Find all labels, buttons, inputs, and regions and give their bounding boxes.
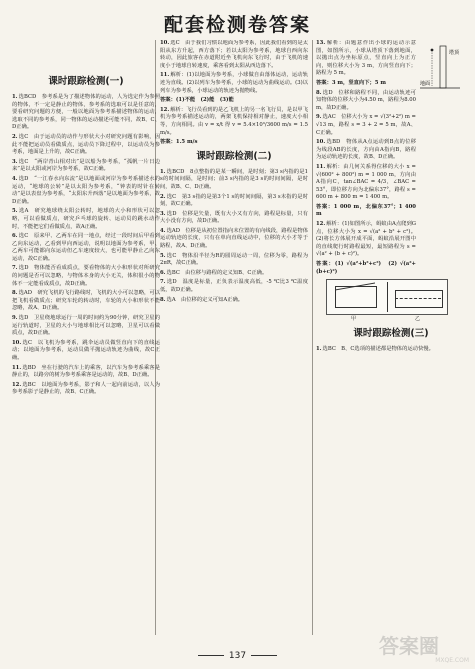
- item-text: 选C 由于运动员的动作与形状大小对研究问题有影响，因此不能把运动员看做质点，运动员下降过程中，以运动员为参考系，地面是上升的，故C正确。: [12, 133, 160, 156]
- item-number: 12.: [316, 221, 326, 228]
- answer-item: [160, 270, 308, 278]
- item-number: 3.: [160, 210, 166, 217]
- item-number: 8.: [12, 290, 18, 297]
- item-text: 解析：由题意作出小球的运动示意图，如图所示，小球从塔顶下落到地面，以抛出点为坐标原点，竖直向上为正方向，则位移大小为 3 m，方向竖直向下；路程为 5 m。: [316, 40, 416, 77]
- item-text: 选A 研究地球绕太阳公转时，地球的大小和形状可以忽略，可以看做质点，研究乒乓球的旋转、运动员的跳水动作时，不能把它们看做质点，故A正确。: [12, 208, 160, 230]
- figure-label: 甲: [351, 315, 357, 322]
- answer-list: [160, 169, 308, 305]
- item-text: 选D 位移是矢量，既有大小又有方向，路程是标量，只有大小没有方向，故D正确。: [160, 210, 308, 225]
- item-number: 12.: [160, 106, 170, 113]
- item-number: 10.: [12, 339, 22, 346]
- item-number: 5.: [160, 252, 166, 259]
- item-number: 9.: [316, 114, 322, 121]
- answer-item: [316, 114, 416, 137]
- answer-item: [12, 159, 160, 174]
- answer-item: [160, 169, 308, 192]
- item-text: 选D “一江春水向东流”是以地面或河岸为参考系描述水的运动，“地球的公转”是以太阳为参考系，“钟表的时针在转动”是以表盘为参考系，“太阳东升西落”是以地面为参考系，故D正确。: [12, 175, 160, 205]
- item-text: 选AC 位移大小为 x = √(3²+2²) m = √13 m，路程 s = 3 + 2 = 5 m，故A、C正确。: [316, 114, 416, 136]
- item-number: 2.: [160, 193, 166, 200]
- answer-item: [12, 365, 160, 380]
- item-number: 4.: [160, 227, 166, 234]
- page-number: 137: [0, 651, 475, 661]
- answer-list: [316, 40, 416, 276]
- watermark: [379, 635, 469, 665]
- item-text: 选AD 研究飞机的飞行路线时，飞机的大小可以忽略，可以把飞机看做质点；研究车轮的转动时，车轮的大小和形状不能忽略，故A、D正确。: [12, 290, 160, 312]
- item-number: 13.: [316, 40, 326, 46]
- ground-label: 地面: [420, 81, 431, 87]
- answer-item: [12, 233, 160, 263]
- item-text: 选BD 坐在行驶的汽车上的乘客，以汽车为参考系乘客是静止的，以路旁的树为参考系乘客是运动的，故B、D正确。: [12, 364, 160, 379]
- watermark-logo: 答案圈: [379, 634, 439, 658]
- section-heading: 课时跟踪检测(一): [48, 76, 124, 87]
- item-text: 选BCD 参考系是为了描述物体的运动，人为选定作为参照的物体，不一定是静止的物体，参考系的选取可以是任意的，要看研究问题的方便，一般以地面为参考系描述物体的运动，选取不同的参考系，同一物体的运动描述可能不同，故B、C、D正确。: [12, 94, 160, 131]
- answer-item: [160, 253, 308, 268]
- item-text: 选D 物体能否看成质点，要看物体的大小和形状对所研究的问题是否可以忽略，与物体本身的大小无关，体积很小的物体不一定能看成质点，故D正确。: [12, 265, 160, 287]
- item-text: 选C 第3 s指的是第3个1 s的时间间隔，第3 s末指的是时刻，故C正确。: [160, 193, 308, 208]
- item-number: 1.: [316, 346, 322, 353]
- item-number: 8.: [316, 89, 322, 96]
- answer-item: [160, 279, 308, 294]
- answer-item: [160, 228, 308, 251]
- answer-column-2: [160, 40, 308, 639]
- item-number: 5.: [12, 208, 18, 215]
- page-title: 配套检测卷答案: [163, 14, 311, 36]
- answer-item: [12, 134, 160, 157]
- item-number: 9.: [12, 315, 18, 322]
- answer-column-1: [12, 72, 160, 639]
- item-number: 8.: [160, 296, 166, 303]
- item-text: 选D 卫星绕地球运行一周的时间约为90分钟，研究卫星的运行轨道时，卫星的大小与地球相比可以忽略，卫星可以看做质点，故D正确。: [12, 315, 160, 337]
- answer-item: [160, 97, 308, 105]
- item-text: 答案：1.5 m/s: [160, 139, 198, 146]
- answer-item: [12, 94, 160, 132]
- item-number: 3.: [12, 158, 18, 165]
- answer-item: [160, 297, 308, 305]
- answer-item: [12, 290, 160, 313]
- answer-item: [316, 346, 466, 354]
- item-number: 10.: [316, 139, 326, 146]
- item-number: 2.: [12, 133, 18, 140]
- item-number: 11.: [316, 163, 326, 170]
- item-text: 选BD 物体从A点运动到B点的位移为线段AB的长度，方向由A指向B，路程为运动轨迹的长度，故B、D正确。: [316, 139, 416, 161]
- item-text: 选BC 由位移与路程的定义知B、C正确。: [166, 269, 268, 276]
- item-text: 答案：3 m，竖直向下；5 m: [316, 79, 386, 86]
- item-number: 12.: [12, 381, 22, 388]
- answer-item: [160, 107, 308, 137]
- item-number: 1.: [12, 94, 18, 100]
- item-number: 7.: [12, 265, 18, 272]
- tower-diagram: [418, 42, 462, 94]
- item-text: 选C 由于我们习惯以地面为参考系，因此我们看到的是太阳从东方升起，西方落下；若以太阳为参考系，地球自西向东转动，因此旅客在赤道附近坐飞机向东飞行时，由于飞机的速度小于地球自转速度，乘客看到太阳从西边落下。: [160, 40, 308, 69]
- item-text: 选BC B、C选项的描述都是物体的运动快慢。: [322, 346, 434, 353]
- watermark-url: MXQE.COM: [435, 657, 469, 664]
- answer-list: [160, 40, 308, 147]
- section-heading: 课时跟踪检测(三): [353, 328, 429, 340]
- item-text: 选AD 位移是从初位置指向末位置的有向线段，路程是物体运动轨迹的长度，只有在单向直线运动中，位移的大小才等于路程，故A、D正确。: [160, 227, 308, 250]
- answer-item: [160, 211, 308, 226]
- item-number: 11.: [12, 364, 22, 371]
- answer-item: [160, 40, 308, 70]
- answer-item: [316, 204, 416, 219]
- cuboid-figure: [326, 279, 448, 322]
- item-number: 4.: [12, 175, 18, 182]
- item-text: 选BC 以地面为参考系，影子和人一起向前运动，以人为参考系影子是静止的，故B、C正确。: [12, 381, 160, 396]
- answer-item: [160, 139, 308, 147]
- item-text: 选C 物体沿半径为R的圆周运动一周，位移为零，路程为2πR，故C正确。: [160, 252, 308, 267]
- answer-item: [12, 176, 160, 206]
- answer-item: [12, 340, 160, 363]
- answer-item: [316, 221, 416, 259]
- item-text: 解析：飞行员看到的是乙飞机上的另一名飞行员，是以甲飞机为参考系描述运动的，两架飞机保持相对静止，速度大小相等，方向相同。由 v = x/t 得 v = 5.4×10³/3600 m/s = 1.5 m/s。: [160, 106, 308, 136]
- item-number: 11.: [160, 72, 170, 79]
- answer-list: [12, 94, 160, 397]
- item-text: 解析：(1)以地面为参考系，小球做自由落体运动，运动轨迹为直线。(2)以列车为参考系，小球的运动为曲线运动。(3)以列车为参考系，小球运动的轨迹为抛物线。: [160, 72, 308, 94]
- item-number: 7.: [160, 279, 166, 286]
- item-text: 答案：(1) √(a²+b²+c²) (2) √(a²+(b+c)²): [316, 261, 416, 275]
- answer-item: [12, 382, 160, 397]
- section-heading: 课时跟踪检测(二): [196, 150, 272, 162]
- answer-item: [316, 261, 416, 276]
- item-text: 解析：由几何关系得位移的大小 x = √(600² + 800²) m = 1 000 m，方向由A指向C，tan∠BAC = 4/3，∠BAC = 53°，即位移方向为北偏东37°，路程 s = 600 m + 800 m = 1 400 m。: [316, 163, 416, 201]
- item-text: 答案：1 000 m，北偏东37°；1 400 m: [316, 203, 416, 218]
- answer-column-3: [316, 40, 466, 639]
- item-text: 答案：(1)不能 (2)能 (3)能: [160, 97, 234, 104]
- answer-item: [12, 208, 160, 231]
- item-number: 10.: [160, 40, 170, 46]
- answer-list: [316, 346, 466, 354]
- tower-label: 塔顶: [449, 50, 460, 56]
- item-text: 选C 原来甲、乙两车在同一地点，经过一段时间后甲看到乙向东运动，乙看到甲向西运动，说明以地面为参考系，甲、乙两车可能都向东运动但乙车速度较大，也可能甲静止乙向东运动，故C正确。: [12, 233, 160, 262]
- item-text: 选D 温度是标量，正负表示温度高低，-5 ℃比3 ℃温度低，故D正确。: [160, 279, 308, 294]
- item-text: 选C “两岸青山相对出”是以船为参考系，“孤帆一片日边来”是以太阳或河岸为参考系，故C正确。: [12, 158, 160, 173]
- item-text: 选C 以飞机为参考系，跳伞运动员做竖直向下的直线运动；以地面为参考系，运动员做平抛运动轨迹为曲线，故C正确。: [12, 339, 160, 361]
- item-number: 1.: [160, 168, 166, 175]
- answer-item: [316, 164, 416, 202]
- answer-item: [316, 90, 416, 113]
- item-text: 选BCD 8点整指的是某一瞬间，是时刻；第3 s内指的是1 s的时间间隔，是时间；前3 s内指的是3 s的时间间隔，是时间，故B、C、D正确。: [160, 168, 308, 190]
- answer-item: [316, 80, 416, 88]
- answer-item: [160, 194, 308, 209]
- column-divider: [312, 40, 313, 635]
- item-number: 6.: [160, 269, 166, 276]
- item-text: 解析：(1)如图所示，蚂蚁由A点爬到G点，位移大小为 x = √(a² + b² + c²)。(2)将长方体展开成平面，蚂蚁沿展开图中的直线爬行时路程最短，最短路程为 s = √(a² + (b + c)²)。: [316, 221, 416, 258]
- answer-item: [316, 40, 416, 78]
- answer-item: [12, 265, 160, 288]
- item-text: 选A 由位移的定义可知A正确。: [166, 296, 244, 303]
- item-number: 6.: [12, 233, 18, 240]
- item-text: 选D 位移和路程不同，由运动轨迹可知物体的位移大小为4.50 m，路程为8.00 m，故D正确。: [316, 89, 416, 111]
- answer-item: [12, 315, 160, 338]
- answer-item: [160, 72, 308, 95]
- figure-label: 乙: [415, 315, 421, 322]
- answer-item: [316, 139, 416, 162]
